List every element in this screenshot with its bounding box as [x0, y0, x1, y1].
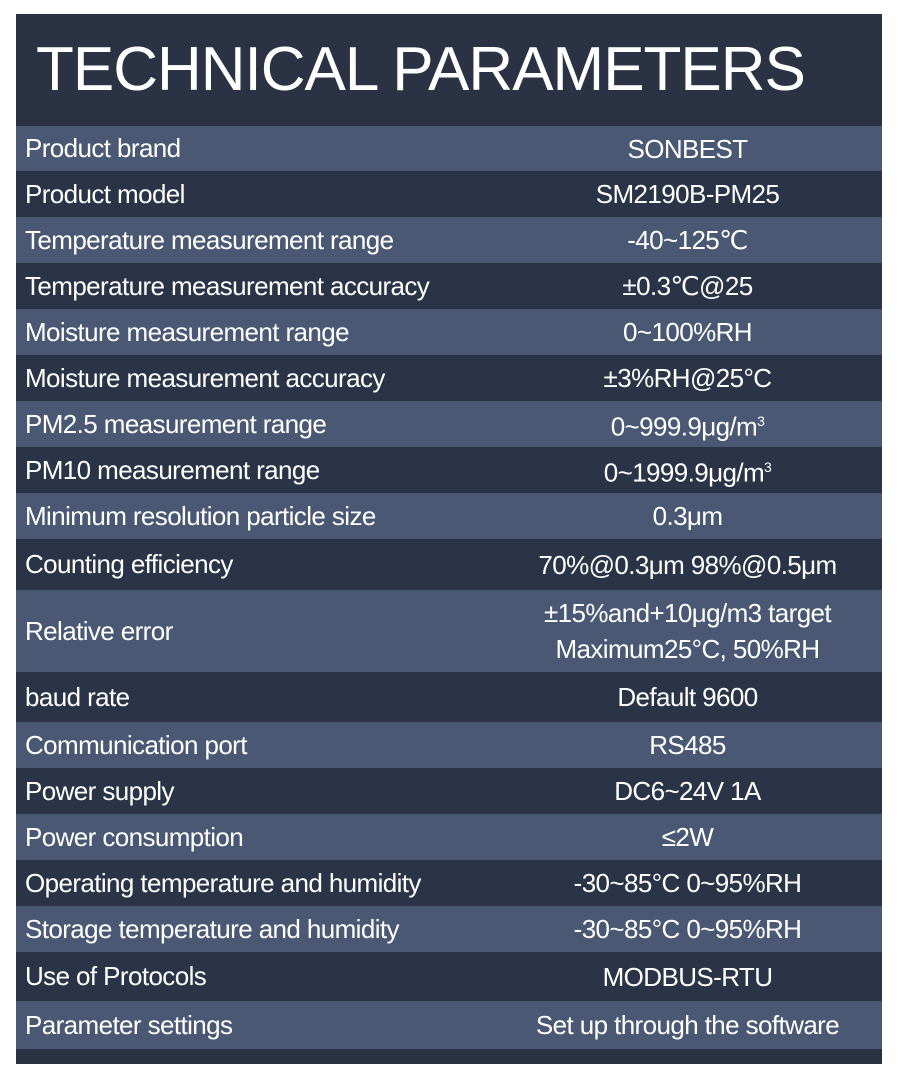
table-row: [16, 860, 882, 906]
table-row: [16, 263, 882, 309]
param-value: RS485: [649, 730, 726, 760]
param-label: Counting efficiency: [25, 549, 233, 579]
parameters-table: [16, 126, 882, 1049]
param-label: Power consumption: [25, 821, 244, 852]
param-label: Moisture measurement accuracy: [25, 362, 385, 393]
param-label: Product brand: [25, 133, 181, 163]
param-label: Power supply: [25, 775, 174, 806]
value-text: 0~999.9μg/m: [610, 411, 758, 442]
table-row: [16, 539, 882, 590]
param-value: MODBUS-RTU: [602, 961, 773, 992]
table-row: [16, 355, 882, 401]
param-label: Parameter settings: [25, 1009, 233, 1040]
table-row: [16, 906, 882, 952]
table-row: [16, 171, 882, 217]
param-value: [493, 403, 882, 445]
value-line-2: Maximum25°C, 50%RH: [555, 634, 820, 664]
table-row: [16, 493, 882, 539]
param-value: ≤2W: [661, 822, 714, 852]
table-row: [16, 217, 882, 263]
param-label: Moisture measurement range: [25, 316, 349, 347]
param-value: SONBEST: [627, 133, 748, 164]
param-value: [493, 449, 882, 491]
param-value: Set up through the software: [535, 1010, 840, 1040]
page-title: TECHNICAL PARAMETERS: [36, 35, 805, 104]
param-label: Operating temperature and humidity: [25, 867, 421, 898]
table-row: [16, 309, 882, 355]
table-row: [16, 722, 882, 768]
param-label: Product model: [25, 178, 185, 209]
superscript: 3: [764, 459, 772, 476]
param-label: Temperature measurement accuracy: [25, 270, 430, 301]
param-value: -30~85°C 0~95%RH: [573, 914, 802, 944]
param-value: 0.3μm: [652, 501, 723, 531]
table-row: [16, 952, 882, 1001]
param-value: Default 9600: [617, 682, 758, 712]
param-label: Relative error: [25, 615, 173, 646]
param-value: 70%@0.3μm 98%@0.5μm: [538, 549, 837, 580]
table-row: [16, 768, 882, 814]
table-row: [16, 447, 882, 493]
param-label: PM2.5 measurement range: [25, 408, 327, 439]
table-row: [16, 590, 882, 672]
param-label: Storage temperature and humidity: [25, 913, 399, 944]
param-value: DC6~24V 1A: [614, 776, 761, 806]
table-row: [16, 1001, 882, 1049]
table-row: [16, 126, 882, 171]
param-label: Communication port: [25, 729, 247, 760]
table-row: [16, 672, 882, 722]
param-value: ±0.3℃@25: [622, 271, 753, 301]
value-text: 0~1999.9μg/m: [603, 457, 765, 488]
superscript: 3: [757, 413, 765, 430]
param-label: Temperature measurement range: [25, 224, 394, 255]
param-value: -30~85°C 0~95%RH: [573, 868, 802, 898]
param-label: PM10 measurement range: [25, 454, 320, 485]
param-value: -40~125℃: [627, 225, 748, 255]
param-label: Minimum resolution particle size: [25, 500, 376, 531]
table-row: [16, 814, 882, 860]
table-row: [16, 401, 882, 447]
param-value: [493, 595, 882, 667]
param-label: baud rate: [25, 681, 130, 712]
param-value: ±3%RH@25°C: [603, 363, 772, 393]
param-value: 0~100%RH: [623, 317, 752, 347]
param-label: Use of Protocols: [25, 961, 207, 991]
param-value: SM2190B-PM25: [595, 179, 780, 209]
value-line-1: ±15%and+10μg/m3 target: [543, 598, 832, 628]
